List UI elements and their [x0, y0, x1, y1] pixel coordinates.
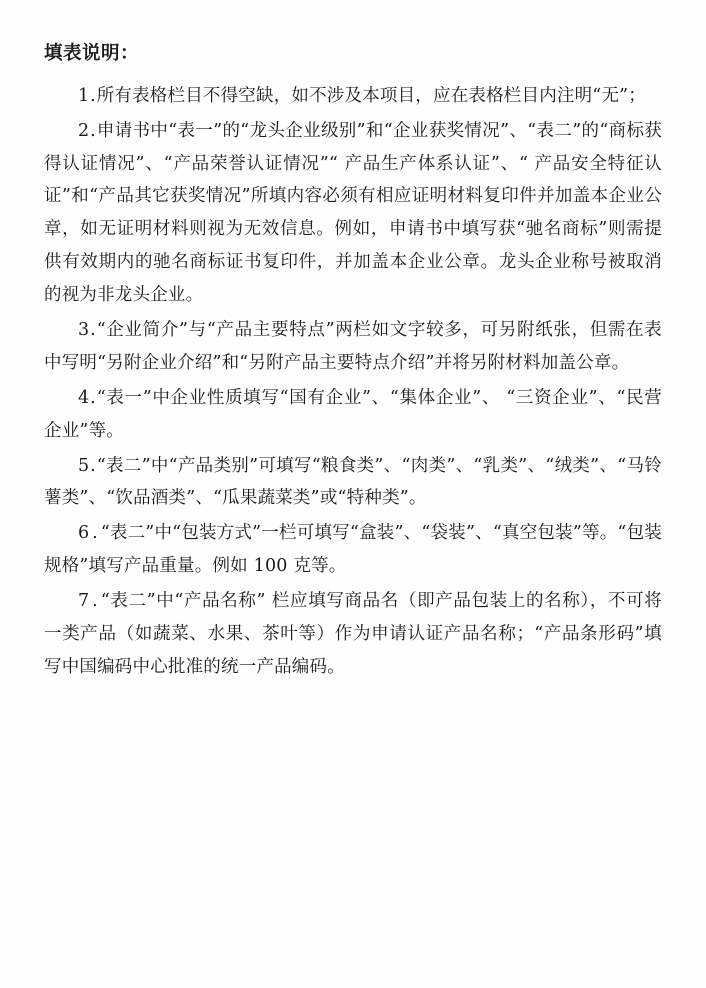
instruction-paragraph-1	[44, 80, 662, 113]
paragraph-number-6: 6.	[78, 523, 101, 544]
paragraph-text-3: “企业简介”与“产品主要特点”两栏如文字较多，可另附纸张，但需在表中写明“另附企业介绍”和“另附产品主要特点介绍”并将另附材料加盖公章。	[44, 319, 662, 373]
paragraph-number-1: 1.	[78, 85, 97, 106]
paragraph-text-7: “表二”中“产品名称” 栏应填写商品名（即产品包装上的名称），不可将一类产品（如蔬菜、水果、茶叶等）作为申请认证产品名称；“产品条形码”填写中国编码中心批准的统一产品编码。	[44, 591, 662, 677]
paragraph-text-2: 申请书中“表一”的“龙头企业级别”和“企业获奖情况”、“表二”的“商标获得认证情况”、“产品荣誉认证情况”“ 产品生产体系认证”、“ 产品安全特征认证”和“产品其它获奖情况”所填内容必须有相应证明材料复印件并加盖本企业公章，如无证明材料则视为无效信息。例如，申请书中填写获“驰名商标”则需提供有效期内的驰名商标证书复印件，并加盖本企业公章。龙头企业称号被取消的视为非龙头企业。	[44, 120, 662, 306]
paragraph-text-5: “表二”中“产品类别”可填写“粮食类”、“肉类”、“乳类”、“绒类”、“马铃薯类”、“饮品酒类”、“瓜果蔬菜类”或“特种类”。	[44, 455, 662, 509]
paragraph-number-3: 3.	[78, 319, 97, 340]
instruction-paragraph-6	[44, 517, 662, 583]
paragraph-number-4: 4.	[78, 387, 97, 408]
paragraph-text-4: “表一”中企业性质填写“国有企业”、“集体企业”、 “三资企业”、“民营企业”等。	[44, 387, 662, 441]
paragraph-number-2: 2.	[78, 120, 97, 141]
paragraph-number-5: 5.	[78, 455, 97, 476]
instruction-paragraph-2	[44, 115, 662, 312]
page-title: 填表说明：	[44, 43, 140, 64]
instruction-paragraph-4	[44, 382, 662, 448]
instruction-paragraph-7	[44, 585, 662, 684]
paragraph-number-7: 7.	[78, 591, 101, 612]
instruction-paragraph-5	[44, 450, 662, 516]
instruction-paragraph-3	[44, 314, 662, 380]
paragraph-text-1: 所有表格栏目不得空缺，如不涉及本项目，应在表格栏目内注明“无”；	[96, 85, 646, 106]
paragraph-text-6: “表二”中“包装方式”一栏可填写“盒装”、“袋装”、“真空包装”等。“包装规格”填写产品重量。例如 100 克等。	[44, 523, 662, 577]
